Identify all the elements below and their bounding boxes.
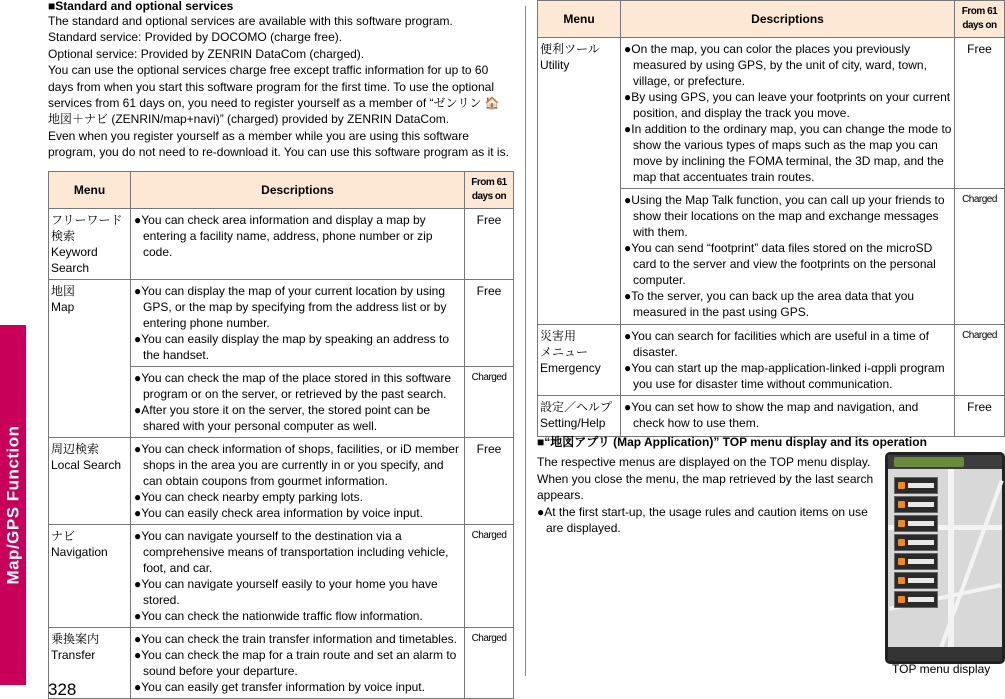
fee-cell: Charged — [955, 189, 1005, 325]
description-cell: ●You can check the map of the place stored in this software program or on the server, or retrieved by the past search. ●After you store it on the server, the stored point can be shared with your personal computer as well. — [131, 366, 465, 437]
menu-item — [894, 534, 938, 551]
fee-cell: Free — [465, 437, 514, 524]
description-cell: ●You can navigate yourself to the destination via a comprehensive means of transportation including vehicle, foot, and car. ●You can navigate yourself easily to your home you have stored. ●You can check the nationwide traffic flow information. — [131, 524, 465, 627]
table-row — [538, 325, 1005, 396]
table-row — [49, 524, 514, 627]
menu-item — [894, 496, 938, 513]
description-cell: ●You can check area information and display a map by entering a facility name, address, phone number or zip code. — [131, 208, 465, 279]
menu-cell: ナビ Navigation — [49, 524, 131, 627]
left-column — [48, 0, 513, 699]
table-row — [49, 627, 514, 698]
intro-paragraph: The standard and optional services are available with this software program. — [48, 14, 453, 28]
description-cell: ●You can check the train transfer information and timetables. ●You can check the map for a train route and set an alarm to sound before your departure. ●You can easily get transfer information by voice input. — [131, 627, 465, 698]
fee-cell: Free — [465, 208, 514, 279]
menu-item — [894, 591, 938, 608]
intro-paragraph: Standard service: Provided by DOCOMO (charge free). — [48, 30, 343, 45]
right-column — [537, 0, 1004, 437]
table-header-row — [49, 171, 514, 208]
image-caption: TOP menu display — [892, 662, 991, 676]
services-table-left — [48, 171, 514, 699]
menu-item — [894, 572, 938, 589]
soft-key-bar — [888, 647, 1002, 661]
fee-cell: Charged — [955, 325, 1005, 396]
fee-cell: Free — [465, 279, 514, 366]
fee-cell: Charged — [465, 366, 514, 437]
header-menu: Menu — [538, 1, 621, 38]
description-cell: ●You can search for facilities which are useful in a time of disaster. ●You can start up the map-application-linked i-αppli program you use for disaster time without communication. — [621, 325, 955, 396]
table-row — [538, 38, 1005, 189]
header-menu: Menu — [49, 171, 131, 208]
services-table-right — [537, 0, 1005, 437]
column-divider — [525, 6, 526, 676]
fee-cell: Free — [955, 396, 1005, 437]
description-cell: ●You can check information of shops, facilities, or iD member shops in the area you are currently in or you specify, and can obtain coupons from gourmet information. ●You can check nearby empty parking lots. ●You can easily check area information by voice input. — [131, 437, 465, 524]
section-body: The respective menus are displayed on the TOP menu display. When you close the menu, the map retrieved by the last search appears. ●At the first start-up, the usage rules and caution items on use are displayed. — [537, 455, 874, 535]
top-menu-display-image — [885, 452, 1005, 664]
search-bar — [888, 455, 1002, 469]
intro-heading: ■Standard and optional services — [48, 0, 234, 13]
header-descriptions: Descriptions — [131, 171, 465, 208]
section-heading: ■“地図アプリ (Map Application)” TOP menu display and its operation — [537, 435, 927, 449]
menu-cell: 設定／ヘルプ Setting/Help — [538, 396, 621, 437]
table-row — [538, 396, 1005, 437]
menu-cell: フリーワード検索 Keyword Search — [49, 208, 131, 279]
fee-cell: Charged — [465, 524, 514, 627]
intro-paragraph: Even when you register yourself as a member while you are using this software program, you do not need to re-download it. You can use this software program as it is. — [48, 128, 509, 160]
header-fee: From 61 days on — [465, 171, 514, 208]
page-number: 328 — [48, 680, 77, 699]
table-header-row — [538, 1, 1005, 38]
chapter-side-tab — [0, 325, 26, 685]
intro-paragraph: Optional service: Provided by ZENRIN DataCom (charged). — [48, 46, 365, 61]
table-row — [49, 208, 514, 279]
table-row — [49, 279, 514, 366]
phone-screen — [888, 455, 1002, 661]
menu-item — [894, 553, 938, 570]
menu-cell: 災害用 メニュー Emergency — [538, 325, 621, 396]
description-cell: ●On the map, you can color the places you previously measured by using GPS, by the unit of city, ward, town, village, or prefecture. ●By using GPS, you can leave your footprints on your current position, and display the track you move. ●In addition to the ordinary map, you can change the mode to show the various types of maps such as the map you can move by inclining the FOMA terminal, the 3D map, and the map that accentuates train routes. — [621, 38, 955, 189]
header-fee: From 61 days on — [955, 1, 1005, 38]
menu-cell: 周辺検索 Local Search — [49, 437, 131, 524]
menu-cell: 便利ツール Utility — [538, 38, 621, 325]
menu-item — [894, 515, 938, 532]
menu-cell: 乗換案内 Transfer — [49, 627, 131, 698]
description-cell: ●You can display the map of your current location by using GPS, or the map by specifying from the address list or by entering phone number. ●You can easily display the map by speaking an address to the handset. — [131, 279, 465, 366]
description-cell: ●Using the Map Talk function, you can call up your friends to show their locations on the map and exchange messages with them. ●You can send “footprint” data files stored on the microSD card to the server and view the footprints on the personal computer. ●To the server, you can back up the area data that you measured in the past using GPS. — [621, 189, 955, 325]
table-row — [49, 437, 514, 524]
fee-cell: Free — [955, 38, 1005, 189]
chapter-title: Map/GPS Function — [3, 425, 23, 585]
intro-paragraph: You can use the optional services charge free except traffic information for up to 60 days from when you start this software program for the first time. To use the optional services from 61 days on, you need to register yourself as a member of “ゼンリン 🏠 地図＋ナビ (ZENRIN/map+navi)” (charged) provided by ZENRIN DataCom. — [48, 63, 500, 127]
description-cell: ●You can set how to show the map and navigation, and check how to use them. — [621, 396, 955, 437]
fee-cell: Charged — [465, 627, 514, 698]
header-descriptions: Descriptions — [621, 1, 955, 38]
menu-item — [894, 477, 938, 494]
intro-section — [48, 0, 513, 161]
menu-cell: 地図 Map — [49, 279, 131, 437]
